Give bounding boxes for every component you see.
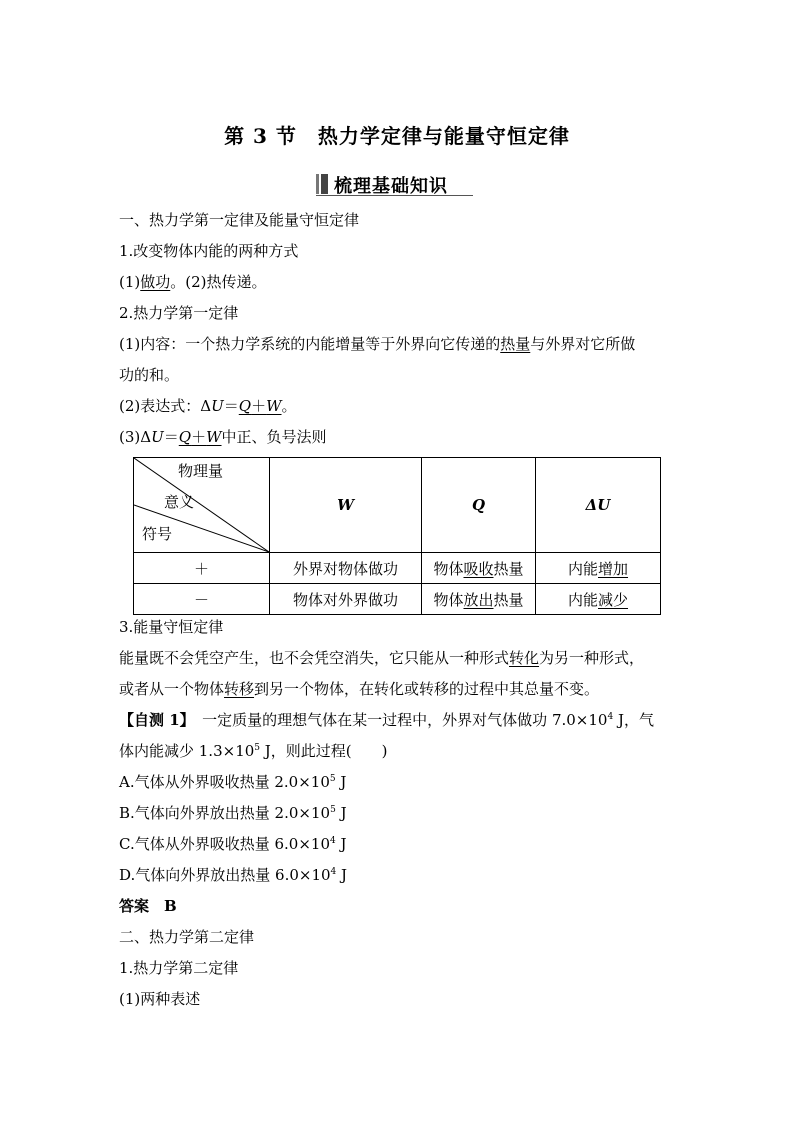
symbol-u: U bbox=[211, 397, 224, 415]
quiz-question-line1 bbox=[119, 710, 654, 730]
table-header-row bbox=[134, 458, 661, 553]
exponent: 5 bbox=[254, 743, 261, 753]
sign-cell: － bbox=[134, 584, 270, 615]
text: ＝ bbox=[223, 397, 239, 415]
sign-rule-table bbox=[133, 457, 661, 615]
banner-bar-icon bbox=[316, 174, 328, 194]
text: C.气体从外界吸收热量 6.0×10 bbox=[119, 835, 330, 853]
exponent: 4 bbox=[330, 867, 337, 877]
table-row bbox=[134, 584, 661, 615]
energy-line1 bbox=[119, 648, 644, 668]
text: 一定质量的理想气体在某一过程中，外界对气体做功 7.0×10 bbox=[187, 711, 608, 729]
text: 体内能减少 1.3×10 bbox=[119, 742, 255, 760]
option-a bbox=[119, 772, 346, 792]
underlined-answer: 增加 bbox=[598, 559, 629, 578]
text: 或者从一个物体 bbox=[119, 680, 225, 698]
quiz-answer: 答案 B bbox=[119, 897, 177, 915]
text: 能量既不会凭空产生，也不会凭空消失，它只能从一种形式 bbox=[119, 649, 510, 667]
text: 物体 bbox=[433, 559, 464, 578]
exponent: 4 bbox=[607, 712, 614, 722]
option-b bbox=[119, 803, 347, 823]
section-heading-1: 一、热力学第一定律及能量守恒定律 bbox=[119, 211, 360, 229]
du-cell bbox=[536, 553, 661, 584]
quiz-tag: 【自测 1】 bbox=[119, 711, 188, 729]
table-row bbox=[134, 553, 661, 584]
diagonal-header-cell bbox=[134, 458, 270, 553]
text: 。 bbox=[281, 397, 297, 415]
text: D.气体向外界放出热量 6.0×10 bbox=[119, 866, 331, 884]
text: 为另一种形式， bbox=[539, 649, 645, 667]
subheading-two-statements: (1)两种表述 bbox=[119, 990, 201, 1008]
du-cell bbox=[536, 584, 661, 615]
text: 与外界对它所做 bbox=[530, 335, 636, 353]
sign-rule-line bbox=[119, 427, 327, 447]
text: 到另一个物体，在转化或转移的过程中其总量不变。 bbox=[254, 680, 600, 698]
diag-label-meaning: 意义 bbox=[164, 493, 195, 511]
text: ＝ bbox=[163, 428, 179, 446]
section-banner bbox=[316, 171, 473, 196]
text: J bbox=[335, 773, 347, 791]
text: J bbox=[336, 866, 348, 884]
text: 热量 bbox=[493, 559, 524, 578]
underlined-answer: 吸收 bbox=[463, 559, 494, 578]
expression-line bbox=[119, 396, 297, 416]
col-header-du: ΔU bbox=[536, 458, 661, 553]
text: 热量 bbox=[493, 590, 524, 609]
option-d bbox=[119, 865, 347, 885]
text: (1)内容：一个热力学系统的内能增量等于外界向它传递的 bbox=[119, 335, 501, 353]
text: J bbox=[335, 804, 347, 822]
underlined-plus: ＋ bbox=[251, 397, 267, 415]
text: A.气体从外界吸收热量 2.0×10 bbox=[119, 773, 330, 791]
diag-label-sign: 符号 bbox=[142, 525, 173, 543]
banner-label: 梳理基础知识 bbox=[334, 176, 448, 197]
subheading-second-law: 1.热力学第二定律 bbox=[119, 959, 239, 977]
text: 内能 bbox=[567, 559, 598, 578]
section-heading-2: 二、热力学第二定律 bbox=[119, 928, 255, 946]
subheading-energy-conservation: 3.能量守恒定律 bbox=[119, 618, 224, 636]
text: (3)Δ bbox=[119, 428, 152, 446]
text: J，则此过程( ) bbox=[260, 742, 388, 760]
text: B.气体向外界放出热量 2.0×10 bbox=[119, 804, 331, 822]
text: (1) bbox=[119, 273, 141, 291]
subheading-two-ways: 1.改变物体内能的两种方式 bbox=[119, 242, 299, 260]
text: 物体 bbox=[433, 590, 464, 609]
page-title: 第 3 节 热力学定律与能量守恒定律 bbox=[224, 124, 570, 148]
exponent: 4 bbox=[330, 836, 336, 846]
underlined-symbol-w: W bbox=[206, 428, 222, 446]
symbol-u: U bbox=[151, 428, 164, 446]
underlined-answer: 热量 bbox=[500, 335, 531, 353]
w-cell: 外界对物体做功 bbox=[270, 553, 422, 584]
two-ways-line bbox=[119, 272, 267, 292]
quiz-question-line2 bbox=[119, 741, 388, 761]
exponent: 5 bbox=[330, 805, 336, 815]
option-c bbox=[119, 834, 347, 854]
diag-label-quantity: 物理量 bbox=[178, 462, 224, 480]
w-cell: 物体对外界做功 bbox=[270, 584, 422, 615]
underlined-symbol-q: Q bbox=[238, 397, 252, 415]
energy-line2 bbox=[119, 679, 599, 699]
underlined-answer: 放出 bbox=[463, 590, 494, 609]
col-header-q: Q bbox=[422, 458, 536, 553]
text: J，气 bbox=[613, 711, 654, 729]
underlined-answer: 减少 bbox=[598, 590, 629, 609]
underlined-symbol-q: Q bbox=[178, 428, 192, 446]
text: 内能 bbox=[567, 590, 598, 609]
text: 。(2)热传递。 bbox=[170, 273, 267, 291]
col-header-w: W bbox=[270, 458, 422, 553]
underlined-answer: 转移 bbox=[224, 680, 255, 698]
underlined-answer: 转化 bbox=[509, 649, 540, 667]
first-law-content-line1 bbox=[119, 334, 635, 354]
q-cell bbox=[422, 553, 536, 584]
underlined-plus: ＋ bbox=[191, 428, 207, 446]
first-law-content-line2: 功的和。 bbox=[119, 366, 180, 384]
underlined-answer: 做功 bbox=[140, 273, 171, 291]
text: (2)表达式：Δ bbox=[119, 397, 212, 415]
exponent: 5 bbox=[329, 774, 336, 784]
q-cell bbox=[422, 584, 536, 615]
sign-cell: ＋ bbox=[134, 553, 270, 584]
text: 中正、负号法则 bbox=[221, 428, 327, 446]
text: J bbox=[335, 835, 347, 853]
subheading-first-law: 2.热力学第一定律 bbox=[119, 304, 239, 322]
underlined-symbol-w: W bbox=[266, 397, 282, 415]
